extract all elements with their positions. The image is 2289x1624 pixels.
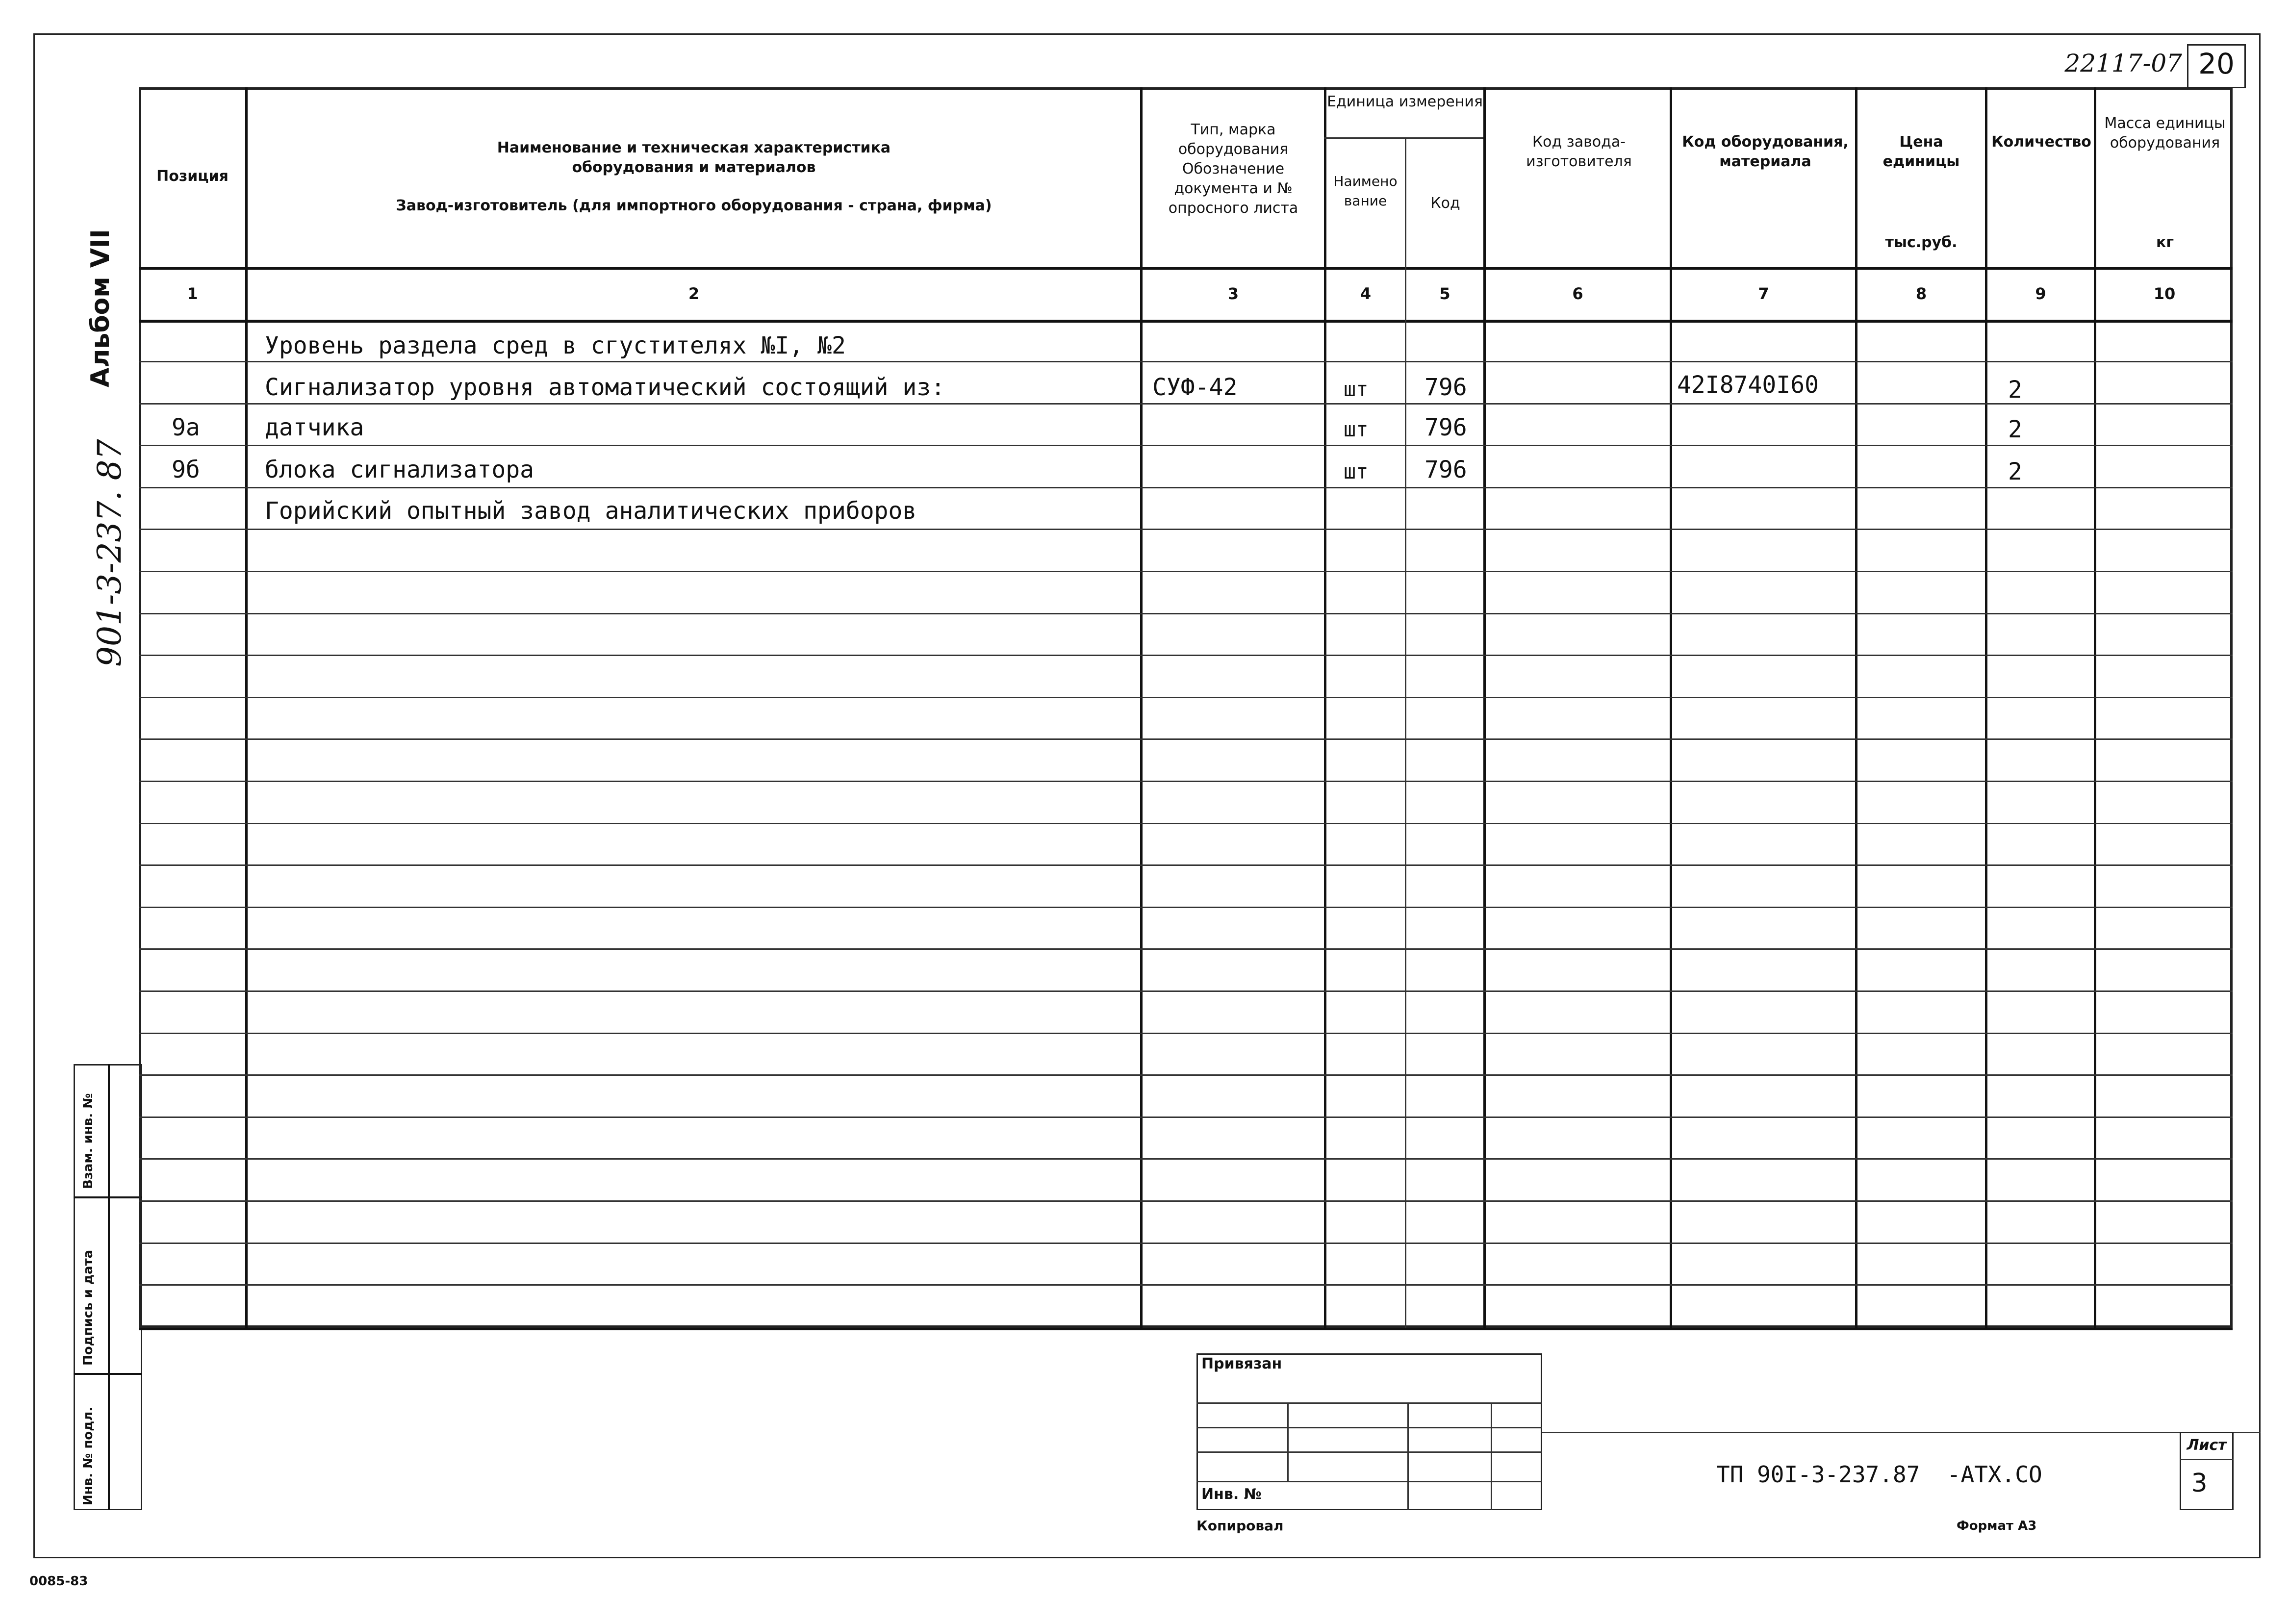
unit-group-rule (1324, 137, 1483, 139)
title-rule (1542, 1432, 2261, 1433)
header-price-unit: тыс.руб. (1885, 234, 1958, 251)
col-line (1483, 87, 1486, 1328)
spec-table (139, 87, 2233, 1328)
table-row-rule (139, 1243, 2233, 1244)
stamp-label-signature: Подпись и дата (81, 1249, 96, 1366)
header-factory-code: Код завода-изготовителя (1526, 133, 1632, 170)
table-row-rule (139, 1116, 2233, 1118)
header-name-line3: Завод-изготовитель (для импортного оборудования - страна, фирма) (396, 197, 992, 214)
table-row-rule (139, 403, 2233, 405)
column-number-7: 7 (1758, 284, 1769, 303)
col-line (1405, 137, 1406, 1328)
attachment-rule (1407, 1402, 1409, 1510)
row-3-code: 796 (1424, 414, 1467, 441)
table-row-rule (139, 823, 2233, 824)
copied-label: Копировал (1196, 1518, 1284, 1534)
table-row-rule (139, 738, 2233, 740)
inventory-label: Инв. № (1201, 1486, 1262, 1503)
table-row-rule (139, 1074, 2233, 1076)
row-2-quantity: 2 (2008, 376, 2022, 404)
stamp-divider (74, 1373, 142, 1375)
header-position: Позиция (156, 168, 229, 185)
row-2-equipment-code: 42I8740I60 (1677, 371, 1819, 399)
table-row-rule (139, 697, 2233, 698)
row-5-name: Горийский опытный завод аналитических приборов (265, 497, 917, 525)
header-equipment-code: Код оборудования, материала (1682, 133, 1849, 170)
row-4-position: 9б (172, 456, 200, 483)
col-line (1985, 87, 1987, 1328)
column-number-2: 2 (688, 284, 700, 303)
row-3-quantity: 2 (2008, 416, 2022, 443)
table-row-rule (139, 487, 2233, 488)
table-row-rule (139, 864, 2233, 866)
table-row-rule (139, 907, 2233, 908)
row-4-quantity: 2 (2008, 458, 2022, 485)
col-line (1670, 87, 1672, 1328)
table-row-rule (139, 948, 2233, 950)
col-line (1324, 87, 1326, 1328)
row-3-position: 9а (172, 414, 200, 441)
row-2-code: 796 (1424, 374, 1467, 401)
stamp-divider (108, 1064, 110, 1510)
header-unit-name: Наименование (1333, 173, 1398, 209)
row-3-name: датчика (265, 414, 364, 441)
table-row-rule (139, 1200, 2233, 1202)
format-label: Формат А3 (1957, 1519, 2037, 1533)
attached-label: Привязан (1201, 1355, 1282, 1372)
table-row-rule (139, 1284, 2233, 1286)
project-code: 901-3-237. 87 (91, 439, 128, 667)
column-number-1: 1 (187, 284, 198, 303)
stamp-label-inventory: Инв. № подл. (81, 1406, 96, 1505)
table-row-rule (139, 781, 2233, 782)
stamp-divider (74, 1196, 142, 1198)
column-number-10: 10 (2153, 284, 2176, 303)
sheet-number: 3 (2191, 1469, 2208, 1498)
document-number: 22117-07 (2064, 49, 2182, 77)
row-3-unit: шт (1344, 417, 1369, 441)
attachment-rule (1287, 1402, 1289, 1481)
row-4-name: блока сигнализатора (265, 456, 534, 483)
row-4-unit: шт (1344, 459, 1369, 483)
col-line (245, 87, 248, 1328)
header-name-line2: оборудования и материалов (572, 159, 816, 176)
table-row-rule (139, 1158, 2233, 1160)
header-type: Тип, марка оборудования Обозначение документа и № опросного листа (1168, 121, 1298, 217)
col-line (1140, 87, 1143, 1328)
page-number: 20 (2198, 47, 2235, 80)
sheet-box-rule (2180, 1459, 2234, 1460)
header-name-line1: Наименование и техническая характеристика (497, 139, 891, 156)
row-2-unit: шт (1344, 377, 1369, 401)
row-4-code: 796 (1424, 456, 1467, 483)
table-row-rule (139, 1033, 2233, 1034)
table-row-rule (139, 571, 2233, 572)
document-code: ТП 90I-3-237.87 -АТХ.СО (1716, 1461, 2042, 1488)
table-row-rule (139, 613, 2233, 614)
header-rule (139, 267, 2233, 270)
row-1-name: Уровень раздела сред в сгустителях №I, №2 (265, 332, 846, 359)
column-number-3: 3 (1227, 284, 1239, 303)
attachment-rule (1491, 1402, 1492, 1510)
form-code: 0085-83 (29, 1574, 88, 1589)
sheet-label: Лист (2187, 1437, 2227, 1454)
header-quantity: Количество (1991, 133, 2091, 151)
album-label: Альбом VII (86, 229, 115, 387)
column-number-8: 8 (1915, 284, 1927, 303)
column-number-4: 4 (1360, 284, 1372, 303)
column-number-5: 5 (1439, 284, 1450, 303)
header-mass-unit: кг (2156, 234, 2174, 251)
title-block-top (139, 1328, 2233, 1330)
col-line (2094, 87, 2096, 1328)
header-unit-group: Единица измерения (1327, 93, 1483, 110)
header-unit-price: Цена единицы (1882, 133, 1960, 170)
table-row-rule (139, 445, 2233, 446)
header-mass: Масса единицы оборудования (2104, 115, 2226, 152)
column-number-9: 9 (2035, 284, 2046, 303)
header-unit-code: Код (1430, 195, 1460, 212)
column-number-6: 6 (1572, 284, 1583, 303)
stamp-label-replace: Взам. инв. № (81, 1093, 96, 1189)
table-row-rule (139, 655, 2233, 656)
col-line (1855, 87, 1857, 1328)
row-2-name: Сигнализатор уровня автоматический состоящий из: (265, 374, 945, 401)
numbers-rule (139, 320, 2233, 323)
table-row-rule (139, 361, 2233, 362)
table-row-rule (139, 990, 2233, 992)
table-row-rule (139, 529, 2233, 530)
row-2-type: СУФ-42 (1152, 374, 1238, 401)
